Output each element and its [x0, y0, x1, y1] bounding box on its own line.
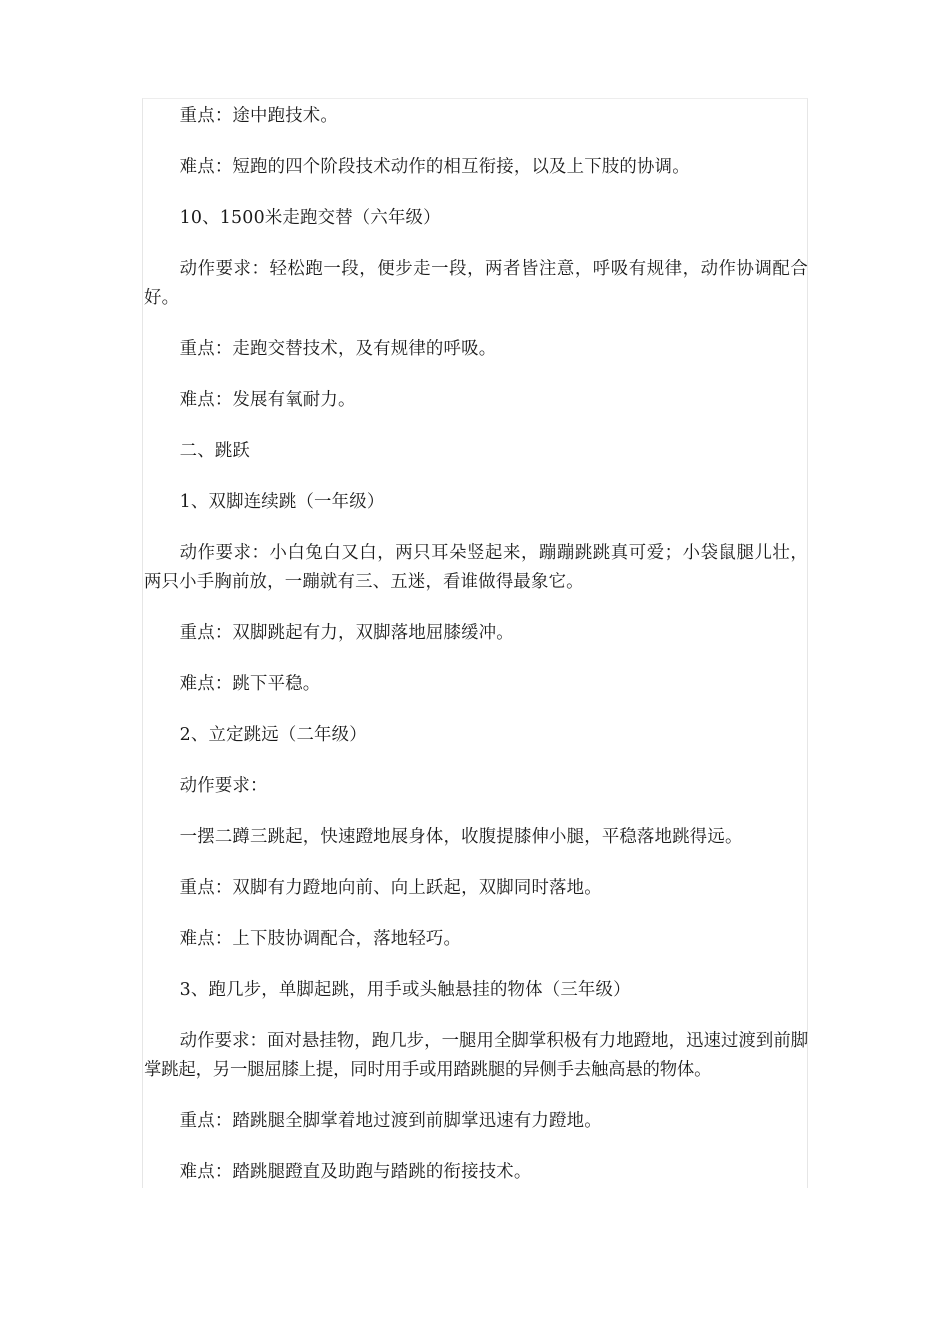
key-point-text: 重点：踏跳腿全脚掌着地过渡到前脚掌迅速有力蹬地。 — [179, 1111, 602, 1131]
difficulty-text: 难点：发展有氧耐力。 — [179, 390, 356, 410]
item-heading: 2、立定跳远（二年级） — [179, 725, 367, 745]
document-body — [144, 102, 808, 1187]
key-point-text: 重点：途中跑技术。 — [179, 106, 338, 126]
action-requirement-text: 动作要求：小白兔白又白，两只耳朵竖起来，蹦蹦跳跳真可爱；小袋鼠腿儿壮，两只小手胸前放，一蹦就有三、五迷，看谁做得最象它。 — [144, 543, 808, 592]
difficulty-text: 难点：短跑的四个阶段技术动作的相互衔接，以及上下肢的协调。 — [179, 157, 690, 177]
action-requirement-text: 动作要求：轻松跑一段，便步走一段，两者皆注意，呼吸有规律，动作协调配合好。 — [144, 259, 808, 308]
action-requirement-text: 动作要求：面对悬挂物，跑几步，一腿用全脚掌积极有力地蹬地，迅速过渡到前脚掌跳起，另一腿屈膝上提，同时用手或用踏跳腿的异侧手去触高悬的物体。 — [144, 1031, 808, 1080]
difficulty-text: 难点：跳下平稳。 — [179, 674, 321, 694]
key-point-text: 重点：双脚跳起有力，双脚落地屈膝缓冲。 — [179, 623, 514, 643]
key-point-text: 重点：走跑交替技术，及有规律的呼吸。 — [179, 339, 497, 359]
action-requirement-text: 一摆二蹲三跳起，快速蹬地展身体，收腹提膝伸小腿，平稳落地跳得远。 — [179, 827, 743, 847]
item-heading: 1、双脚连续跳（一年级） — [179, 492, 385, 512]
item-heading: 3、跑几步，单脚起跳，用手或头触悬挂的物体（三年级） — [179, 980, 631, 1000]
key-point-text: 重点：双脚有力蹬地向前、向上跃起，双脚同时落地。 — [179, 878, 602, 898]
section-heading: 二、跳跃 — [179, 441, 251, 461]
item-heading: 10、1500米走跑交替（六年级） — [179, 208, 441, 228]
difficulty-text: 难点：上下肢协调配合，落地轻巧。 — [179, 929, 462, 949]
difficulty-text: 难点：踏跳腿蹬直及助跑与踏跳的衔接技术。 — [179, 1162, 532, 1182]
action-requirement-label: 动作要求： — [179, 776, 268, 796]
